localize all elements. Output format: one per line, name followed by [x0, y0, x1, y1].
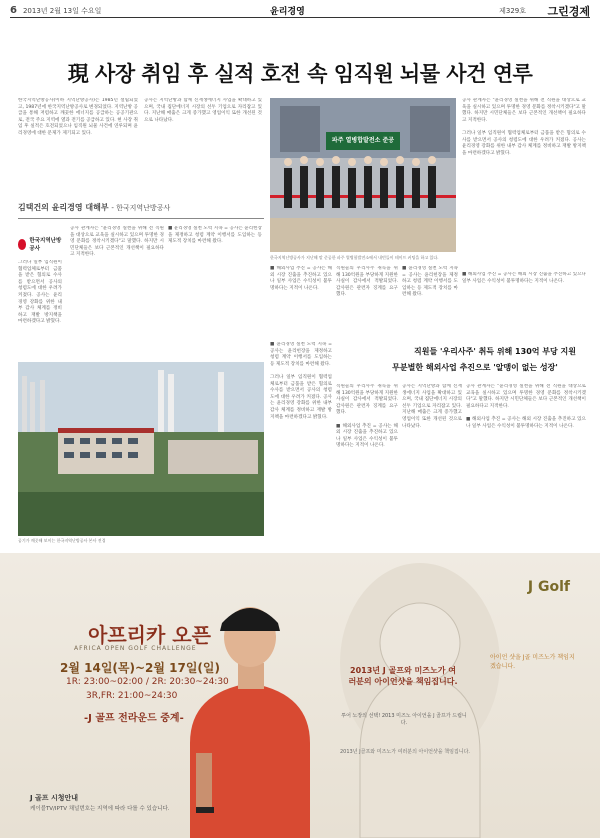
ad-title-en: AFRICA OPEN GOLF CHALLENGE — [74, 645, 197, 652]
subhead-first: 직원들 '우리사주' 취득 위해 130억 부당 지원 — [414, 347, 576, 356]
page-header — [10, 4, 590, 18]
article-column-mid-a — [270, 266, 332, 336]
article-text-2: 그러나 일부 임직원이 협력업체로부터 금품을 받은 혐의로 수사를 받으면서 공사의 청렴도에 대한 우려가 커졌다. 공사는 윤리경영 강화를 위한 내부 감사 체계를 정비하고 재발 방지책을 마련하겠다고 밝혔다. — [270, 374, 332, 420]
article-text: ■ 윤리경영 실천 노력 지속 = 공사는 윤리헌장을 제정하고 청렴 계약 이행서를 도입하는 등 제도적 장치를 마련해 왔다. — [402, 266, 458, 298]
ad-broadcast: -J 골프 전라운드 중계- — [84, 713, 184, 724]
article-text: 공사 관계자는 "윤리경영 실천을 위해 전 직원을 대상으로 교육을 실시하고 있으며 투명한 경영 문화를 정착시키겠다"고 말했다. 하지만 시민단체들은 보다 근본적인 개선책이 필요하다고 지적한다. — [462, 98, 586, 123]
article-column-right-2 — [462, 272, 586, 350]
plant-photo — [18, 362, 264, 536]
article-text: 공사 관계자는 "윤리경영 실천을 위해 전 직원을 대상으로 교육을 실시하고 있으며 투명한 경영 문화를 정착시키겠다"고 말했다. 하지만 시민단체들은 보다 근본적인 개선책이 필요하다고 지적한다. — [70, 226, 164, 258]
ad-schedule-r3: 3R,FR: 21:00~24:30 — [86, 691, 178, 701]
ad-cta-title: 2013년 J 골프와 미즈노가 여러분의 아이언샷을 책임집니다. — [348, 666, 458, 686]
section-title: 윤리경영 — [270, 7, 305, 17]
plant-illustration — [18, 362, 264, 536]
article-column-low-a — [270, 342, 332, 538]
byline-org: - 한국지역난방공사 — [111, 204, 171, 212]
article-text: 공사 관계자는 "윤리경영 실천을 위해 전 직원을 대상으로 교육을 실시하고 있으며 투명한 경영 문화를 정착시키겠다"고 말했다. 하지만 시민단체들은 보다 근본적인 개선책이 필요하다고 지적한다. — [466, 384, 586, 409]
article-text: 공사는 지역난방과 함께 신재생에너지 사업을 확대하고 있으며, 국내 집단에너지 시장의 선두 기업으로 자리잡고 있다. 지난해 매출은 크게 증가했고 영업이익 또한 개선된 것으로 나타났다. — [144, 98, 262, 123]
article-column-5 — [168, 226, 262, 354]
article-text: ■ 윤리경영 실천 노력 지속 = 공사는 윤리헌장을 제정하고 청렴 계약 이행서를 도입하는 등 제도적 장치를 마련해 왔다. — [270, 342, 332, 367]
logo-icon — [18, 239, 26, 250]
article-column-low-c — [402, 384, 462, 538]
plant-caption: 공기가 깨끗해 보이는 한국지역난방공사 본사 전경 — [18, 538, 106, 543]
ad-title-ko: 아프리카 오픈 — [88, 623, 211, 647]
ad-footer-title: J 골프 시청안내 — [30, 794, 79, 802]
main-headline: 現 사장 취임 후 실적 호전 속 임직원 뇌물 사건 연루 — [67, 62, 533, 86]
article-text: 직원들의 우리사주 취득을 위해 130억원을 부당하게 지원한 사실이 감사에서 적발되었다. 감사원은 관련자 징계를 요구했다. — [336, 384, 398, 416]
article-column-1 — [18, 98, 138, 194]
article-column-4 — [70, 226, 164, 354]
article-text: 그러나 일부 임직원이 협력업체로부터 금품을 받은 혐의로 수사를 받으면서 공사의 청렴도에 대한 우려가 커졌다. 공사는 윤리경영 강화를 위한 내부 감사 체계를 정비하고 재발 방지책을 마련하겠다고 밝혔다. — [18, 260, 62, 325]
article-column-right — [462, 98, 586, 268]
article-column-mid-b — [336, 266, 398, 336]
article-text: 직원들의 우리사주 취득을 위해 130억원을 부당하게 지원한 사실이 감사에서 적발되었다. 감사원은 관련자 징계를 요구했다. — [336, 266, 398, 298]
ceremony-caption: 한국지역난방공사가 지난해 말 준공한 파주 열병합발전소에서 내빈들이 테이프 커팅을 하고 있다. — [270, 255, 439, 260]
byline — [18, 202, 170, 213]
advertisement — [0, 553, 600, 838]
ad-outline-text: 아이언 샷을 J골 미즈노가 책임지겠습니다. — [490, 654, 575, 670]
article-text: 공사는 지역난방과 함께 신재생에너지 사업을 확대하고 있으며, 국내 집단에너지 시장의 선두 기업으로 자리잡고 있다. 지난해 매출은 크게 증가했고 영업이익 또한 개선된 것으로 나타났다. — [402, 384, 462, 429]
article-column-2 — [144, 98, 262, 194]
article-column-low-b — [336, 384, 398, 538]
ceremony-photo — [270, 98, 456, 252]
company-logo — [18, 236, 62, 252]
article-text-2: 그러나 일부 임직원이 협력업체로부터 금품을 받은 혐의로 수사를 받으면서 공사의 청렴도에 대한 우려가 커졌다. 공사는 윤리경영 강화를 위한 내부 감사 체계를 정비하고 재발 방지책을 마련하겠다고 밝혔다. — [462, 130, 586, 156]
ad-footer-body: 케이블TV/IPTV 채널번호는 지역에 따라 다를 수 있습니다. — [30, 806, 170, 812]
ad-dates: 2월 14일(목)~2월 17일(일) — [60, 661, 220, 675]
article-column-3 — [18, 260, 62, 350]
article-text: 한국지역난방공사(이하 지역난방공사)는 1985년 설립되었고, 1987년에 한국지역난방공사로 변경되었다. 지역난방 공급을 통해 저렴하고 깨끗한 에너지를 공급하는 공공기관으로, 전국 주요 지역에 열과 전기를 공급하고 있다. 현 사장 취임 후 실적은 호전되었으나 임직원 뇌물 사건에 연루되며 윤리경영에 대한 문제가 제기되고 있다. — [18, 98, 138, 136]
ad-bubble: 2013년 J골프와 미즈노가 여러분의 아이언샷을 책임집니다. — [340, 749, 470, 755]
publication-brand: 그린경제 — [547, 4, 590, 18]
logo-name: 한국지역난방공사 — [29, 238, 62, 252]
ceremony-banner: 파주 열병합발전소 준공 — [331, 137, 395, 144]
subhead-second: 무분별한 해외사업 추진으로 '알맹이 없는 성장' — [392, 363, 558, 372]
article-text-2: ■ 해외사업 추진 = 공사는 해외 시장 진출을 추진하고 있으나 일부 사업은 수익성이 불투명하다는 지적이 나온다. — [336, 423, 398, 449]
divider — [18, 218, 264, 219]
article-text-2: ■ 해외사업 추진 = 공사는 해외 시장 진출을 추진하고 있으나 일부 사업은 수익성이 불투명하다는 지적이 나온다. — [466, 416, 586, 429]
byline-author: 김택건의 윤리경영 대해부 — [18, 203, 109, 212]
article-text: ■ 해외사업 추진 = 공사는 해외 시장 진출을 추진하고 있으나 일부 사업은 수익성이 불투명하다는 지적이 나온다. — [462, 272, 586, 284]
issue-date: 2013년 2월 13일 수요일 — [22, 6, 102, 15]
ad-brand: J Golf — [527, 579, 570, 595]
ad-schedule-r1: 1R: 23:00~02:00 / 2R: 20:30~24:30 — [66, 677, 229, 687]
ad-cta-body: 투어 노장의 선택! 2013 미즈노 아이언을 J 골프가 드립니다. — [341, 713, 467, 726]
article-text: ■ 해외사업 추진 = 공사는 해외 시장 진출을 추진하고 있으나 일부 사업은 수익성이 불투명하다는 지적이 나온다. — [270, 266, 332, 291]
ceremony-illustration — [270, 98, 456, 252]
article-column-low-d — [466, 384, 586, 538]
article-column-mid-c — [402, 266, 458, 336]
page-number: 6 — [10, 5, 17, 16]
article-text: ■ 윤리경영 실천 노력 지속 = 공사는 윤리헌장을 제정하고 청렴 계약 이행서를 도입하는 등 제도적 장치를 마련해 왔다. — [168, 226, 262, 245]
edition-number: 제329호 — [499, 6, 526, 15]
